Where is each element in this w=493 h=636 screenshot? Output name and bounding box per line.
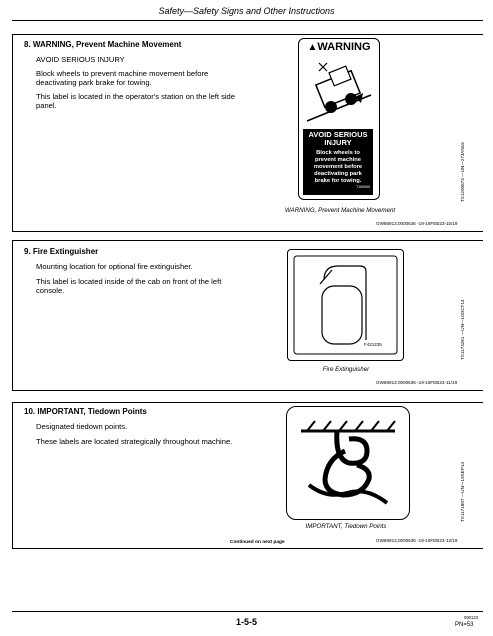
section-8-doc-ref: GW86913,0000636 -19-16FEB23-10/19 (376, 221, 458, 226)
section-10-title: IMPORTANT, Tiedown Points (37, 407, 147, 416)
warning-label-black-panel (303, 129, 373, 195)
section-9-paragraph-1: Mounting location for optional fire extinguisher. (36, 262, 193, 271)
fire-extinguisher-code: F421235 (364, 342, 382, 347)
section-8-bottom-border (12, 231, 483, 232)
section-9-caption: Fire Extinguisher (322, 366, 370, 373)
warning-triangle-icon: ▲ (307, 42, 318, 53)
warning-label-avoid: AVOID SERIOUS INJURY (308, 130, 368, 147)
section-10-caption: IMPORTANT, Tiedown Points (305, 523, 387, 530)
section-10-heading (24, 407, 147, 416)
section-9-doc-ref: GW86913,0000636 -19-16FEB23-11/19 (376, 380, 458, 385)
section-10-number: 10. (24, 407, 36, 416)
footer-pn: PN=53 (455, 622, 474, 628)
page-header-title: Safety—Safety Signs and Other Instructions (158, 6, 335, 16)
section-10-doc-ref: GW86913,0000636 -19-16FEB23-12/19 (376, 538, 458, 543)
section-8-caption: WARNING, Prevent Machine Movement (284, 207, 396, 214)
footer-rule (12, 611, 483, 612)
section-9-title: Fire Extinguisher (32, 247, 99, 256)
section-9-paragraph-2: This label is located inside of the cab on front of the left console. (36, 277, 222, 295)
section-9-top-border (12, 240, 483, 241)
section-9-number: 9. (24, 247, 31, 256)
section-9-image-ref: TX1174261 —UN—10OCT14 (460, 299, 465, 360)
continued-note: Continued on next page (230, 540, 285, 545)
section-10-image-ref: TX1171897 —UN—19SEP14 (460, 462, 465, 522)
tiedown-figure (286, 406, 410, 520)
section-8-title: WARNING, Prevent Machine Movement (32, 40, 182, 49)
warning-label-code: T169069 (356, 185, 370, 189)
warning-label-header-text: WARNING (317, 41, 371, 53)
section-10-paragraph-2: These labels are located strategically throughout machine. (36, 437, 233, 446)
section-8-paragraph-1: Block wheels to prevent machine movement before deactivating park brake for towing. (36, 69, 209, 87)
fire-extinguisher-icon (288, 250, 403, 360)
footer-code: 090123 (464, 615, 478, 620)
section-8-top-border (12, 34, 483, 35)
section-8-image-ref: TX1200674 —UN—27JAN16 (460, 142, 465, 202)
section-9-heading (24, 247, 98, 256)
tiedown-hook-icon (287, 407, 409, 519)
warning-label-header (299, 41, 379, 53)
section-8-heading (24, 40, 181, 49)
section-8-paragraph-2: This label is located in the operator's station on the left side panel. (36, 92, 236, 110)
machine-on-slope-icon (305, 57, 373, 127)
section-10-left-border (12, 402, 13, 548)
section-8-number: 8. (24, 40, 31, 49)
section-10-bottom-border (12, 548, 483, 549)
section-10-paragraph-1: Designated tiedown points. (36, 422, 128, 431)
fire-extinguisher-figure (287, 249, 404, 361)
warning-label (298, 38, 380, 200)
section-10-top-border (12, 402, 483, 403)
section-9-bottom-border (12, 390, 483, 391)
section-9-left-border (12, 240, 13, 390)
warning-label-body: Block wheels to prevent machine movement before deactivating park brake for towing. (313, 150, 363, 184)
section-8-subtitle: AVOID SERIOUS INJURY (36, 55, 125, 64)
section-8-left-border (12, 34, 13, 231)
header-rule (12, 20, 483, 21)
page-number: 1-5-5 (235, 617, 257, 627)
